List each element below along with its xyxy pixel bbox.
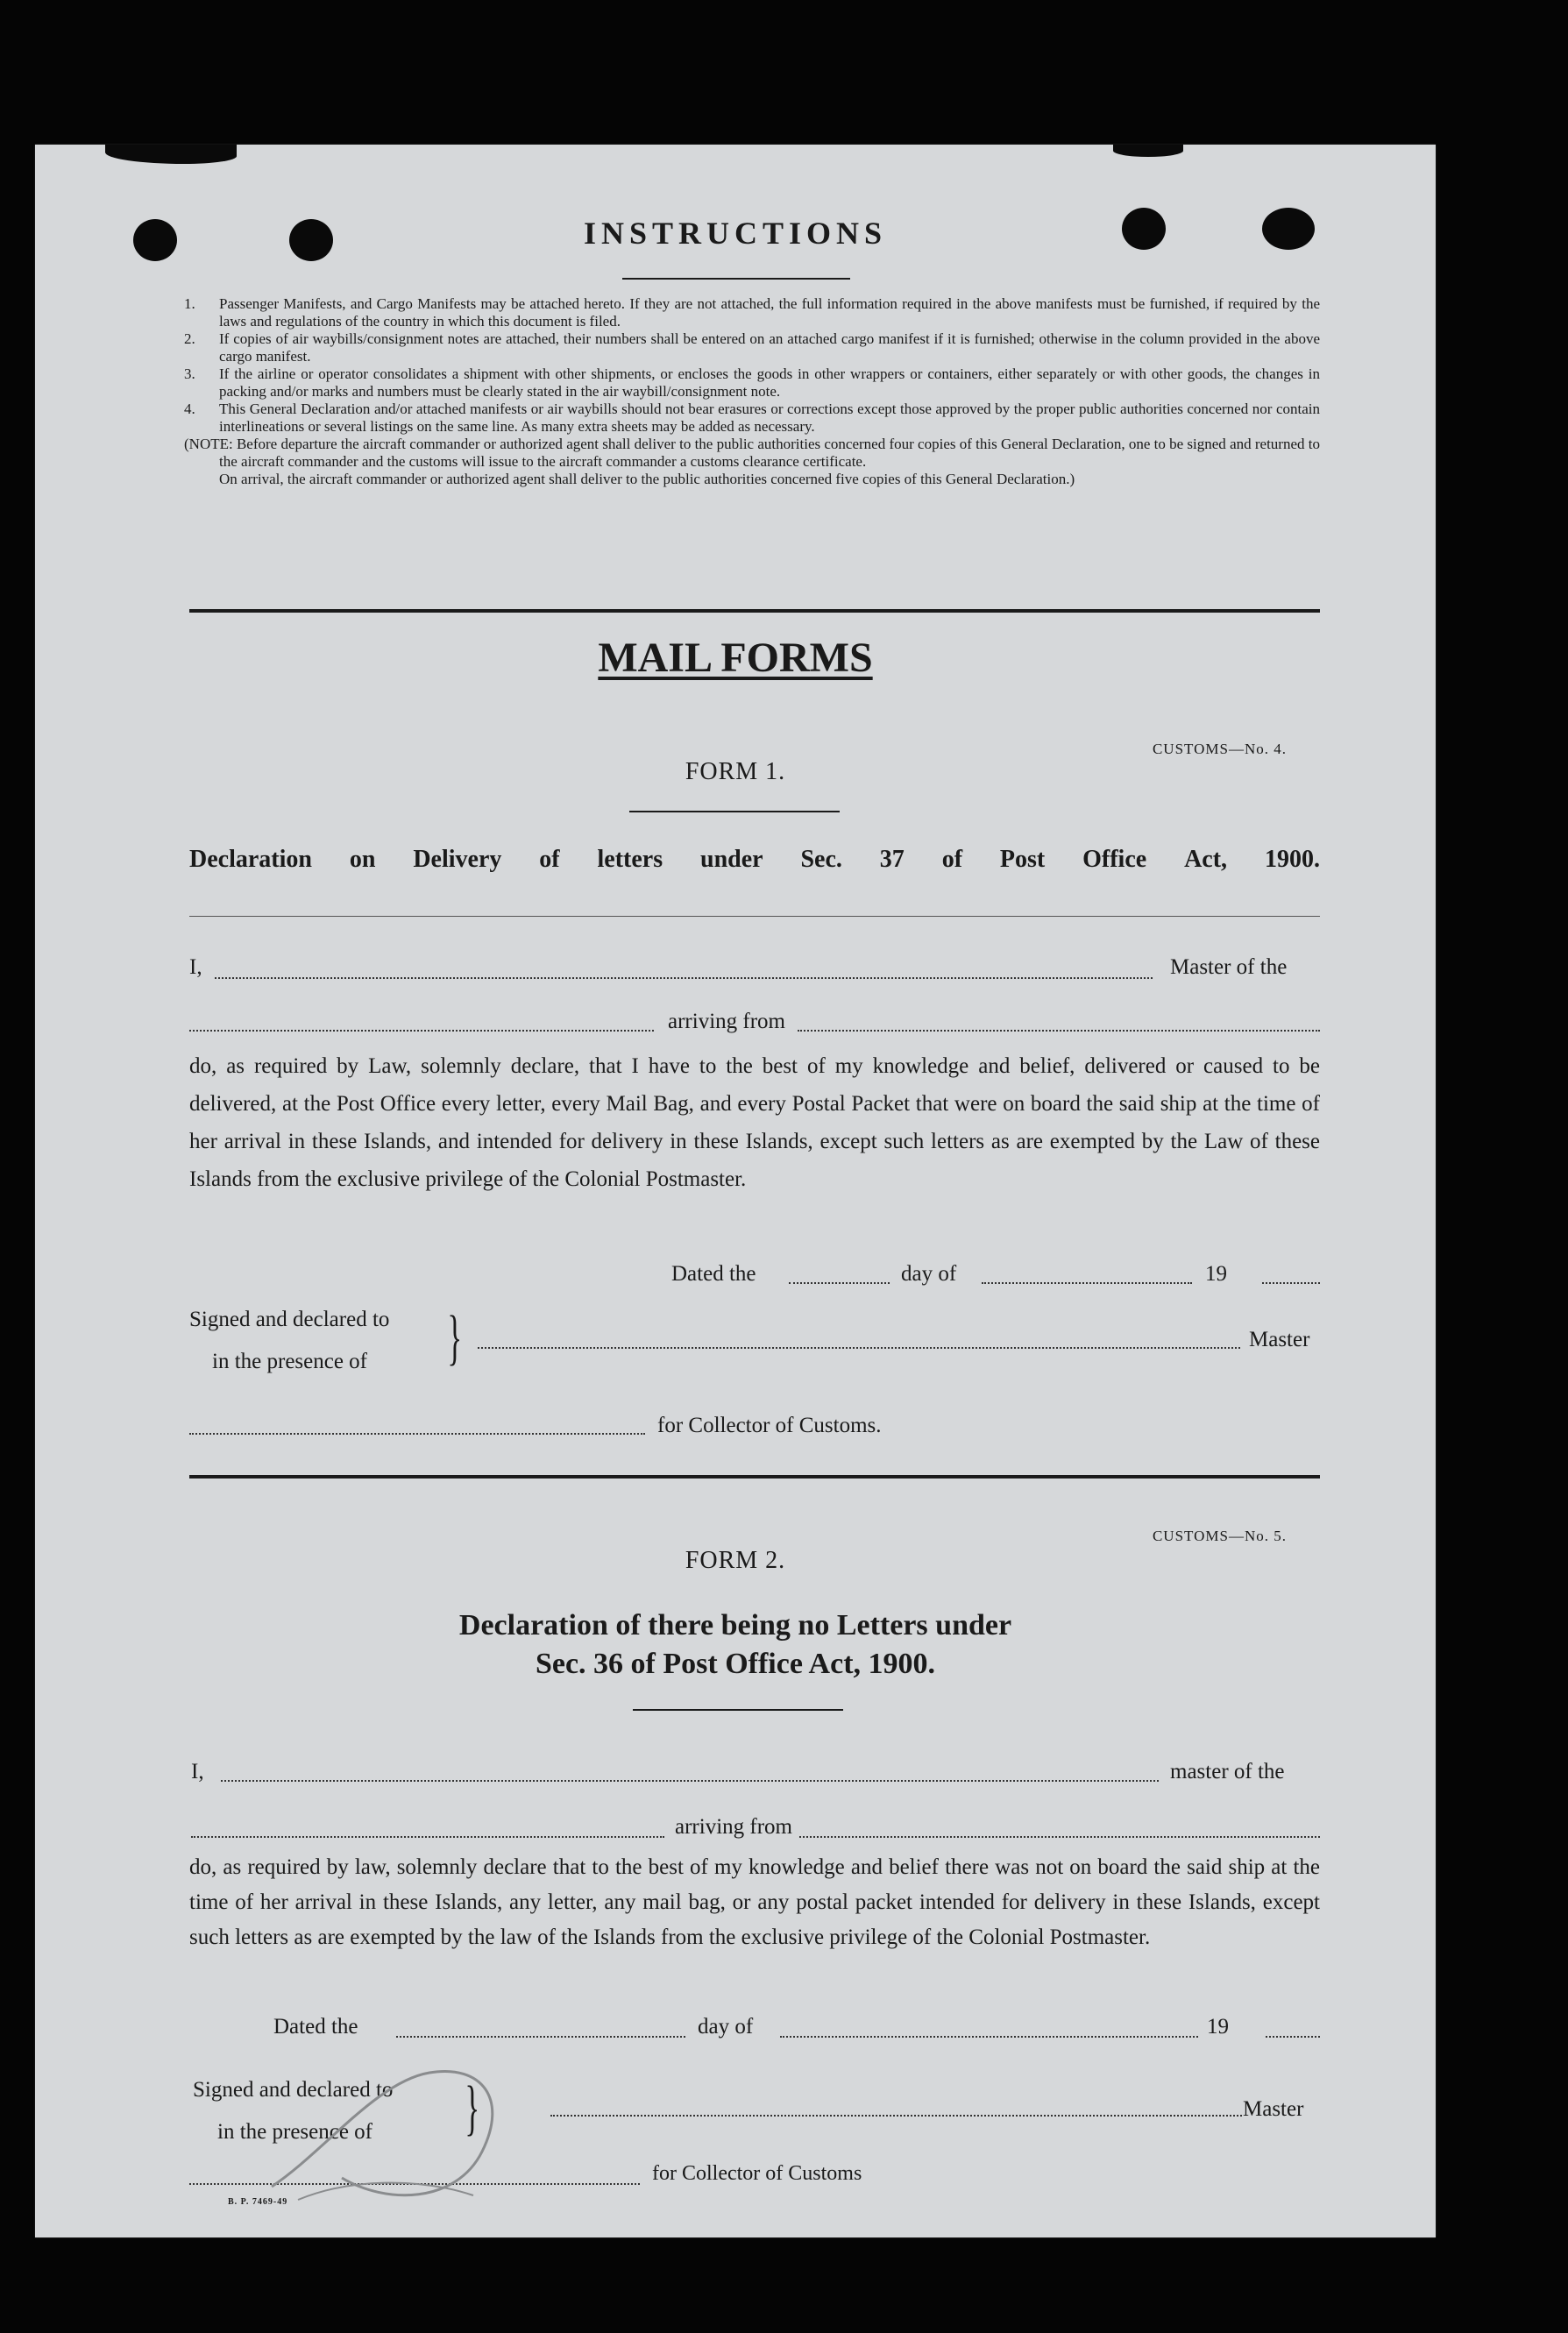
form2-for-collector: for Collector of Customs xyxy=(643,2162,870,2186)
form2-heading-line1: Declaration of there being no Letters under xyxy=(458,1609,1012,1642)
form1-year-prefix: 19 xyxy=(1196,1262,1236,1287)
form2-signed-label: Signed and declared to xyxy=(184,2078,401,2103)
form2-origin-field[interactable] xyxy=(799,1836,1320,1838)
form2-day-field[interactable] xyxy=(396,2036,685,2038)
form1-day-field[interactable] xyxy=(789,1282,890,1284)
heading-word: 1900. xyxy=(1264,846,1320,873)
form1-ship-field[interactable] xyxy=(189,1030,654,1032)
form1-title: FORM 1. xyxy=(685,758,786,785)
form1-collector-field[interactable] xyxy=(189,1433,645,1435)
instruction-number: 1. xyxy=(184,295,195,312)
form2-heading-line2: Sec. 36 of Post Office Act, 1900. xyxy=(535,1648,936,1680)
form1-name-field[interactable] xyxy=(215,977,1153,979)
instruction-text: Passenger Manifests, and Cargo Manifests may be attached hereto. If they are not attached, the full information required in the above manifests must be furnished, if required by the laws and regulations of the country in which this document is filed. xyxy=(219,295,1320,330)
form1-for-collector: for Collector of Customs. xyxy=(649,1414,890,1438)
instruction-number: 4. xyxy=(184,401,195,417)
divider xyxy=(629,811,840,812)
document-page xyxy=(35,145,1436,2237)
customs-number: CUSTOMS—No. 4. xyxy=(1152,741,1287,757)
form2-month-field[interactable] xyxy=(780,2036,1201,2038)
form2-body: do, as required by law, solemnly declare that to the best of my knowledge and belief there was not on board the said ship at the time of her arrival in these Islands, any letter, any mail bag, or any postal packet intended for delivery in these Islands, except such letters as are exempted by the law of the Islands from the exclusive privilege of the Colonial Postmaster. xyxy=(189,1855,1320,1949)
form1-signed-label: Signed and declared to xyxy=(181,1308,398,1332)
form1-master-label: Master xyxy=(1240,1328,1318,1352)
form2-year-field[interactable] xyxy=(1266,2036,1320,2038)
form2-ship-field[interactable] xyxy=(191,1836,664,1838)
divider xyxy=(189,916,1320,917)
section-divider xyxy=(189,1475,1320,1479)
form2-presence-label: in the presence of xyxy=(209,2120,381,2145)
form2-title: FORM 2. xyxy=(685,1547,786,1574)
heading-word: Act, xyxy=(1184,846,1228,873)
heading-word: Sec. xyxy=(800,846,842,873)
form2-master-label: Master xyxy=(1243,2097,1312,2122)
form2-i-label: I, xyxy=(182,1760,213,1784)
form2-master-signature-field[interactable] xyxy=(550,2115,1252,2117)
instruction-item xyxy=(184,365,1320,401)
instruction-number: 2. xyxy=(184,330,195,347)
form2-year-prefix: 19 xyxy=(1198,2015,1238,2039)
form2-name-field[interactable] xyxy=(221,1780,1159,1782)
instruction-number: 3. xyxy=(184,365,195,382)
instruction-text: If the airline or operator consolidates a shipment with other shipments, or encloses the goods in other wrappers or containers, either separately or with other goods, the changes in packing and/or marks and numbers must be clearly stated in the air waybill/consignment note. xyxy=(219,365,1320,400)
form2-day-of: day of xyxy=(689,2015,762,2039)
instructions-title: INSTRUCTIONS xyxy=(583,216,888,251)
heading-word: Declaration xyxy=(189,846,312,873)
printer-code: B. P. 7469-49 xyxy=(228,2197,288,2207)
paper-tear xyxy=(105,145,237,164)
form1-master-of-the: Master of the xyxy=(1161,955,1295,980)
divider xyxy=(622,278,850,280)
form2-master-of-the: master of the xyxy=(1161,1760,1294,1784)
section-divider xyxy=(189,609,1320,613)
form1-i-label: I, xyxy=(181,955,211,980)
form1-day-of: day of xyxy=(892,1262,965,1287)
heading-word: under xyxy=(700,846,763,873)
instruction-item xyxy=(184,330,1320,365)
form1-dated-the: Dated the xyxy=(663,1262,764,1287)
heading-word: on xyxy=(349,846,376,873)
heading-word: of xyxy=(941,846,963,873)
instruction-item xyxy=(184,295,1320,330)
form2-dated-the: Dated the xyxy=(265,2015,366,2039)
form1-month-field[interactable] xyxy=(982,1282,1192,1284)
form1-master-signature-field[interactable] xyxy=(478,1347,1240,1349)
heading-word: Office xyxy=(1082,846,1147,873)
instruction-item xyxy=(184,401,1320,436)
heading-word: Delivery xyxy=(413,846,502,873)
instructions-note-arrival: On arrival, the aircraft commander or authorized agent shall deliver to the public authorities concerned five copies of this General Declaration.) xyxy=(219,471,1075,487)
customs-number: CUSTOMS—No. 5. xyxy=(1152,1528,1287,1544)
mail-forms-title: MAIL FORMS xyxy=(598,635,873,681)
form1-body: do, as required by Law, solemnly declare, that I have to the best of my knowledge and belief, delivered or caused to be delivered, at the Post Office every letter, every Mail Bag, and every Postal Packet that were on board the said ship at the time of her arrival in these Islands, and intended for delivery in these Islands, except such letters as are exempted by the Law of these Islands from the exclusive privilege of the Colonial Postmaster. xyxy=(189,1054,1320,1191)
paper-tear xyxy=(1113,145,1183,157)
handwritten-signature-mark xyxy=(245,2046,535,2213)
heading-word: letters xyxy=(597,846,663,873)
instruction-text: This General Declaration and/or attached manifests or air waybills should not bear erasures or corrections except those approved by the proper public authorities concerned nor contain interlineations or several listings on the same line. As many extra sheets may be added as necessary. xyxy=(219,401,1320,435)
divider xyxy=(633,1709,843,1711)
heading-word: of xyxy=(539,846,560,873)
form1-presence-label: in the presence of xyxy=(203,1350,376,1374)
form2-arriving-from: arriving from xyxy=(666,1815,801,1840)
heading-word: 37 xyxy=(879,846,905,873)
instruction-text: If copies of air waybills/consignment notes are attached, their numbers shall be entered on an attached cargo manifest if it is furnished; otherwise in the column provided in the above cargo manifest. xyxy=(219,330,1320,365)
form1-year-field[interactable] xyxy=(1262,1282,1320,1284)
instructions-list xyxy=(184,295,1320,488)
heading-word: Post xyxy=(999,846,1046,873)
brace-icon: } xyxy=(465,2074,480,2142)
form1-arriving-from: arriving from xyxy=(659,1010,794,1034)
instructions-note: (NOTE: Before departure the aircraft commander or authorized agent shall deliver to the public authorities concerned four copies of this General Declaration, one to be signed and returned to the aircraft commander and the customs will issue to the aircraft commander a customs clearance certificate. xyxy=(184,436,1320,470)
brace-icon: } xyxy=(447,1304,463,1372)
form1-declaration-heading xyxy=(189,846,1320,874)
form1-origin-field[interactable] xyxy=(798,1030,1320,1032)
